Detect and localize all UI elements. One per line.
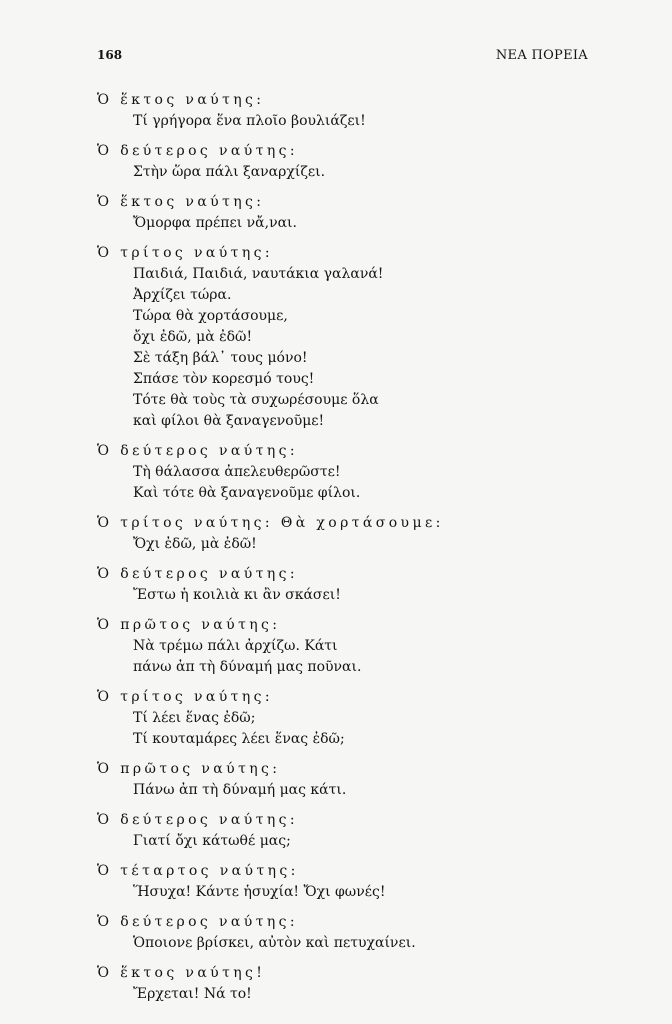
speaker-label: Ὁ δεύτερος ναύτης:: [97, 566, 298, 582]
dialogue-line: Ὄμορφα πρέπει νἄ,ναι.: [133, 215, 297, 231]
dialogue-entry: [97, 686, 597, 750]
running-head: ΝΕΑ ΠΟΡΕΙΑ: [495, 48, 588, 63]
dialogue-line: καὶ φίλοι θὰ ξαναγενοῦμε!: [133, 413, 325, 429]
dialogue-line: ὄχι ἐδῶ, μὰ ἐδῶ!: [133, 329, 253, 345]
dialogue-line: Ἥσυχα! Κάντε ἡσυχία! Ὄχι φωνές!: [133, 884, 386, 900]
speaker-label: Ὁ ἕκτος ναύτης:: [97, 92, 265, 108]
dialogue-line: πάνω ἀπ τὴ δύναμή μας ποῦναι.: [133, 659, 362, 675]
dialogue-line: Ἔστω ἡ κοιλιὰ κι ἂν σκάσει!: [133, 587, 341, 603]
dialogue-line: Ὄχι ἐδῶ, μὰ ἐδῶ!: [133, 536, 257, 552]
dialogue-line: Ἔρχεται! Νά το!: [133, 986, 252, 1002]
entry-spacer: [97, 132, 597, 140]
dialogue-line: Τί λέει ἕνας ἐδῶ;: [133, 710, 256, 726]
speaker-label: Ὁ τέταρτος ναύτης:: [97, 863, 299, 879]
dialogue-entry: [97, 809, 597, 852]
dialogue-entry: [97, 563, 597, 606]
entry-spacer: [97, 504, 597, 512]
dialogue-entry: [97, 140, 597, 183]
speaker-label: Ὁ δεύτερος ναύτης:: [97, 812, 298, 828]
dialogue-line: Τί γρήγορα ἕνα πλοῖο βουλιάζει!: [133, 113, 366, 129]
dialogue-line: Σὲ τάξη βάλ᾽ τους μόνο!: [133, 350, 308, 366]
speaker-label: Ὁ δεύτερος ναύτης:: [97, 443, 298, 459]
dialogue-entry: [97, 440, 597, 504]
speaker-label: Ὁ ἕκτος ναύτης!: [97, 965, 266, 981]
entry-spacer: [97, 555, 597, 563]
speaker-label: Ὁ δεύτερος ναύτης:: [97, 143, 298, 159]
dialogue-entry: [97, 242, 597, 432]
dialogue-entry: [97, 512, 597, 555]
entry-spacer: [97, 606, 597, 614]
entry-spacer: [97, 954, 597, 962]
dialogue-line: Παιδιά, Παιδιά, ναυτάκια γαλανά!: [133, 266, 384, 282]
dialogue-body: [97, 89, 597, 1005]
speaker-label: Ὁ πρῶτος ναύτης:: [97, 617, 281, 633]
dialogue-entry: [97, 758, 597, 801]
dialogue-entry: [97, 860, 597, 903]
dialogue-line: Καὶ τότε θὰ ξαναγενοῦμε φίλοι.: [133, 485, 361, 501]
entry-spacer: [97, 801, 597, 809]
speaker-label: Ὁ τρίτος ναύτης:: [97, 689, 273, 705]
page-number: 168: [97, 48, 123, 62]
speaker-label: Ὁ τρίτος ναύτης: Θὰ χορτάσουμε:: [97, 515, 444, 531]
dialogue-line: Τί κουταμάρες λέει ἕνας ἐδῶ;: [133, 731, 345, 747]
dialogue-line: Τὴ θάλασσα ἀπελευθερῶστε!: [133, 464, 341, 480]
speaker-label: Ὁ πρῶτος ναύτης:: [97, 761, 281, 777]
dialogue-line: Νὰ τρέμω πάλι ἀρχίζω. Κάτι: [133, 638, 338, 654]
entry-spacer: [97, 678, 597, 686]
entry-spacer: [97, 234, 597, 242]
dialogue-entry: [97, 191, 597, 234]
speaker-label: Ὁ τρίτος ναύτης:: [97, 245, 273, 261]
entry-spacer: [97, 183, 597, 191]
page-header: [97, 48, 588, 70]
entry-spacer: [97, 432, 597, 440]
dialogue-entry: [97, 911, 597, 954]
dialogue-entry: [97, 89, 597, 132]
dialogue-line: Ἀρχίζει τώρα.: [133, 287, 232, 303]
dialogue-entry: [97, 962, 597, 1005]
dialogue-line: Ὁποιονε βρίσκει, αὐτὸν καὶ πετυχαίνει.: [133, 935, 416, 951]
dialogue-entry: [97, 614, 597, 678]
dialogue-line: Πάνω ἀπ τὴ δύναμή μας κάτι.: [133, 782, 347, 798]
dialogue-line: Σπάσε τὸν κορεσμό τους!: [133, 371, 315, 387]
entry-spacer: [97, 852, 597, 860]
dialogue-line: Γιατί ὄχι κάτωθέ μας;: [133, 833, 291, 849]
dialogue-line: Τώρα θὰ χορτάσουμε,: [133, 308, 288, 324]
entry-spacer: [97, 903, 597, 911]
dialogue-line: Στὴν ὥρα πάλι ξαναρχίζει.: [133, 164, 326, 180]
speaker-label: Ὁ δεύτερος ναύτης:: [97, 914, 298, 930]
dialogue-line: Τότε θὰ τοὺς τὰ συχωρέσουμε ὅλα: [133, 392, 379, 408]
speaker-label: Ὁ ἕκτος ναύτης:: [97, 194, 265, 210]
entry-spacer: [97, 750, 597, 758]
